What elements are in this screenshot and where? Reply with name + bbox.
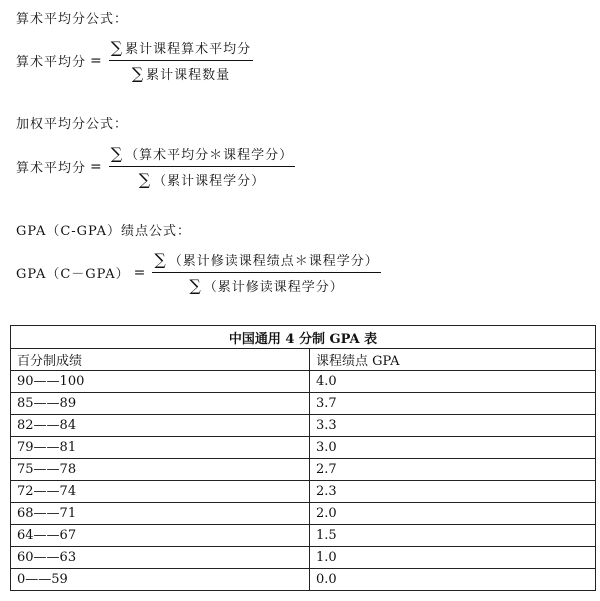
- score-cell: 0——59: [11, 569, 310, 591]
- weighted-denominator-text: （累计课程学分）: [153, 174, 266, 189]
- score-cell: 90——100: [11, 371, 310, 393]
- gpa-cell: 4.0: [310, 371, 596, 393]
- score-cell: 60——63: [11, 547, 310, 569]
- arith-numerator: [109, 38, 253, 57]
- table-row: [11, 525, 596, 547]
- gpa-cell: 0.0: [310, 569, 596, 591]
- gpa-cell: 2.0: [310, 503, 596, 525]
- header-score: 百分制成绩: [11, 349, 310, 371]
- fraction-bar: [109, 60, 253, 61]
- table-row: [11, 415, 596, 437]
- equals-sign: =: [90, 158, 103, 175]
- arith-denominator-text: 累计课程数量: [146, 68, 231, 83]
- gpa-heading: GPA（C-GPA）绩点公式：: [16, 224, 191, 239]
- score-cell: 64——67: [11, 525, 310, 547]
- gpa-cell: 3.0: [310, 437, 596, 459]
- sigma-symbol: ∑: [131, 64, 145, 83]
- arith-denominator: [130, 64, 232, 83]
- table-row: [11, 437, 596, 459]
- sigma-symbol: ∑: [154, 250, 167, 269]
- score-cell: 72——74: [11, 481, 310, 503]
- score-cell: 85——89: [11, 393, 310, 415]
- gpa-cell: 2.3: [310, 481, 596, 503]
- gpa-cell: 2.7: [310, 459, 596, 481]
- fraction-bar: [109, 166, 295, 167]
- gpa-cell: 3.7: [310, 393, 596, 415]
- arith-numerator-text: 累计课程算术平均分: [125, 42, 252, 57]
- sigma-symbol: ∑: [110, 144, 124, 163]
- weighted-fraction: [109, 144, 295, 189]
- score-cell: 68——71: [11, 503, 310, 525]
- weighted-heading: 加权平均分公式：: [16, 117, 129, 132]
- sigma-symbol: ∑: [110, 38, 124, 57]
- score-cell: 79——81: [11, 437, 310, 459]
- weighted-numerator-text: （算术平均分＊课程学分）: [125, 148, 294, 163]
- table-row: [11, 569, 596, 591]
- table-row: [11, 503, 596, 525]
- score-cell: 75——78: [11, 459, 310, 481]
- weighted-formula: [16, 144, 295, 189]
- gpa-cell: 3.3: [310, 415, 596, 437]
- gpa-numerator: [152, 250, 380, 269]
- gpa-numerator-text: （累计修读课程绩点＊课程学分）: [168, 254, 379, 269]
- gpa-lhs: GPA（C－GPA）: [16, 267, 130, 282]
- weighted-lhs: 算术平均分: [16, 161, 87, 176]
- arith-heading: 算术平均分公式：: [16, 12, 129, 27]
- table-row: [11, 371, 596, 393]
- equals-sign: =: [133, 264, 147, 281]
- score-cell: 82——84: [11, 415, 310, 437]
- table-row: [11, 393, 596, 415]
- gpa-fraction: [152, 250, 380, 295]
- header-gpa: 课程绩点 GPA: [310, 349, 596, 371]
- arith-formula: [16, 38, 253, 83]
- weighted-denominator: [137, 170, 267, 189]
- table-header-row: [11, 349, 596, 371]
- arith-lhs: 算术平均分: [16, 55, 87, 70]
- table-title-row: [11, 326, 596, 349]
- gpa-cell: 1.5: [310, 525, 596, 547]
- gpa-table: [10, 325, 596, 591]
- gpa-formula: [16, 250, 381, 295]
- fraction-bar: [152, 272, 380, 273]
- table-title: 中国通用 4 分制 GPA 表: [11, 326, 596, 349]
- sigma-symbol: ∑: [138, 170, 152, 189]
- gpa-cell: 1.0: [310, 547, 596, 569]
- gpa-denominator: [187, 276, 345, 295]
- table-row: [11, 459, 596, 481]
- table-row: [11, 547, 596, 569]
- gpa-denominator-text: （累计修读课程学分）: [203, 280, 344, 295]
- arith-fraction: [109, 38, 253, 83]
- equals-sign: =: [90, 52, 103, 69]
- sigma-symbol: ∑: [189, 276, 202, 295]
- table-row: [11, 481, 596, 503]
- weighted-numerator: [109, 144, 295, 163]
